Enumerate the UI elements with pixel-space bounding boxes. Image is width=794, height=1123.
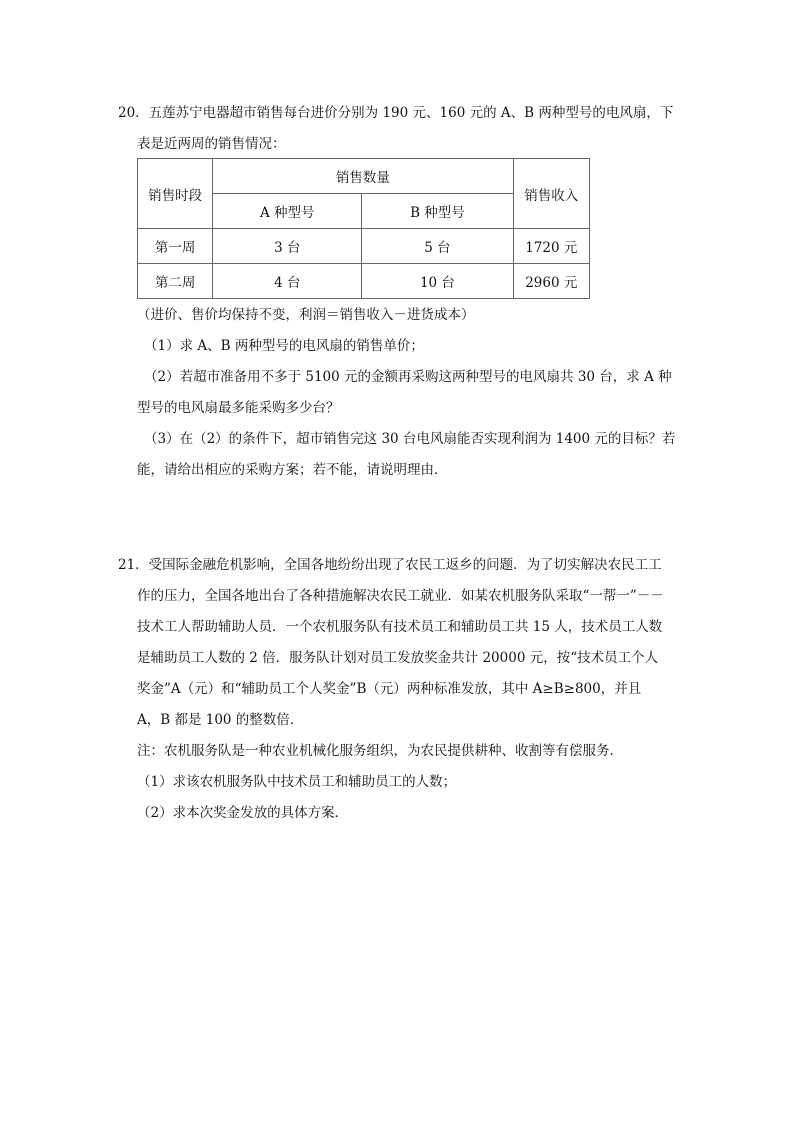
cell-income: 1720 元 — [513, 229, 589, 264]
q20-line-2: 表是近两周的销售情况： — [137, 136, 286, 152]
q20-note: （进价、售价均保持不变，利润＝销售收入－进货成本） — [137, 307, 475, 323]
q21-part-2: （2）求本次奖金发放的具体方案． — [137, 805, 349, 821]
q21-line-5: 奖金”A（元）和“辅助员工个人奖金”B（元）两种标准发放，其中 A≥B≥800，并且 — [137, 681, 642, 697]
q20-part-1: （1）求 A、B 两种型号的电风扇的销售单价； — [144, 338, 424, 354]
cell-type-a: 4 台 — [213, 264, 362, 299]
cell-period: 第一周 — [138, 229, 213, 264]
header-period: 销售时段 — [138, 159, 213, 229]
header-quantity: 销售数量 — [213, 159, 513, 194]
q21-line-2: 作的压力，全国各地出台了各种措施解决农民工就业．如某农机服务队采取“一帮一”－－ — [137, 588, 664, 604]
q20-part-2-line-1: （2）若超市准备用不多于 5100 元的金额再采购这两种型号的电风扇共 30 台，求 A 种 — [144, 369, 672, 385]
cell-period: 第二周 — [138, 264, 213, 299]
header-type-b: B 种型号 — [362, 194, 513, 229]
table-row — [138, 264, 590, 299]
q21-line-3: 技术工人帮助辅助人员．一个农机服务队有技术员工和辅助员工共 15 人，技术员工人数 — [137, 619, 663, 635]
cell-income: 2960 元 — [513, 264, 589, 299]
q21-line-6: A，B 都是 100 的整数倍． — [137, 712, 304, 728]
q20-part-3-line-2: 能，请给出相应的采购方案；若不能，请说明理由． — [137, 462, 448, 478]
q21-line-1: 21．受国际金融危机影响，全国各地纷纷出现了农民工返乡的问题．为了切实解决农民工工 — [118, 557, 662, 573]
q21-note: 注：农机服务队是一种农业机械化服务组织，为农民提供耕种、收割等有偿服务． — [137, 743, 623, 759]
q21-line-4: 是辅助员工人数的 2 倍．服务队计划对员工发放奖金共计 20000 元，按“技术员工个人 — [137, 650, 659, 666]
cell-type-b: 10 台 — [362, 264, 513, 299]
table-row — [138, 229, 590, 264]
cell-type-b: 5 台 — [362, 229, 513, 264]
sales-table — [137, 158, 590, 299]
q20-line-1: 20．五莲苏宁电器超市销售每台进价分别为 190 元、160 元的 A、B 两种型号的电风扇，下 — [118, 105, 674, 121]
header-type-a: A 种型号 — [213, 194, 362, 229]
q20-part-2-line-2: 型号的电风扇最多能采购多少台？ — [137, 400, 340, 416]
q20-part-3-line-1: （3）在（2）的条件下，超市销售完这 30 台电风扇能否实现利润为 1400 元的目标？若 — [144, 431, 676, 447]
header-income: 销售收入 — [513, 159, 589, 229]
cell-type-a: 3 台 — [213, 229, 362, 264]
q21-part-1: （1）求该农机服务队中技术员工和辅助员工的人数； — [137, 774, 457, 790]
